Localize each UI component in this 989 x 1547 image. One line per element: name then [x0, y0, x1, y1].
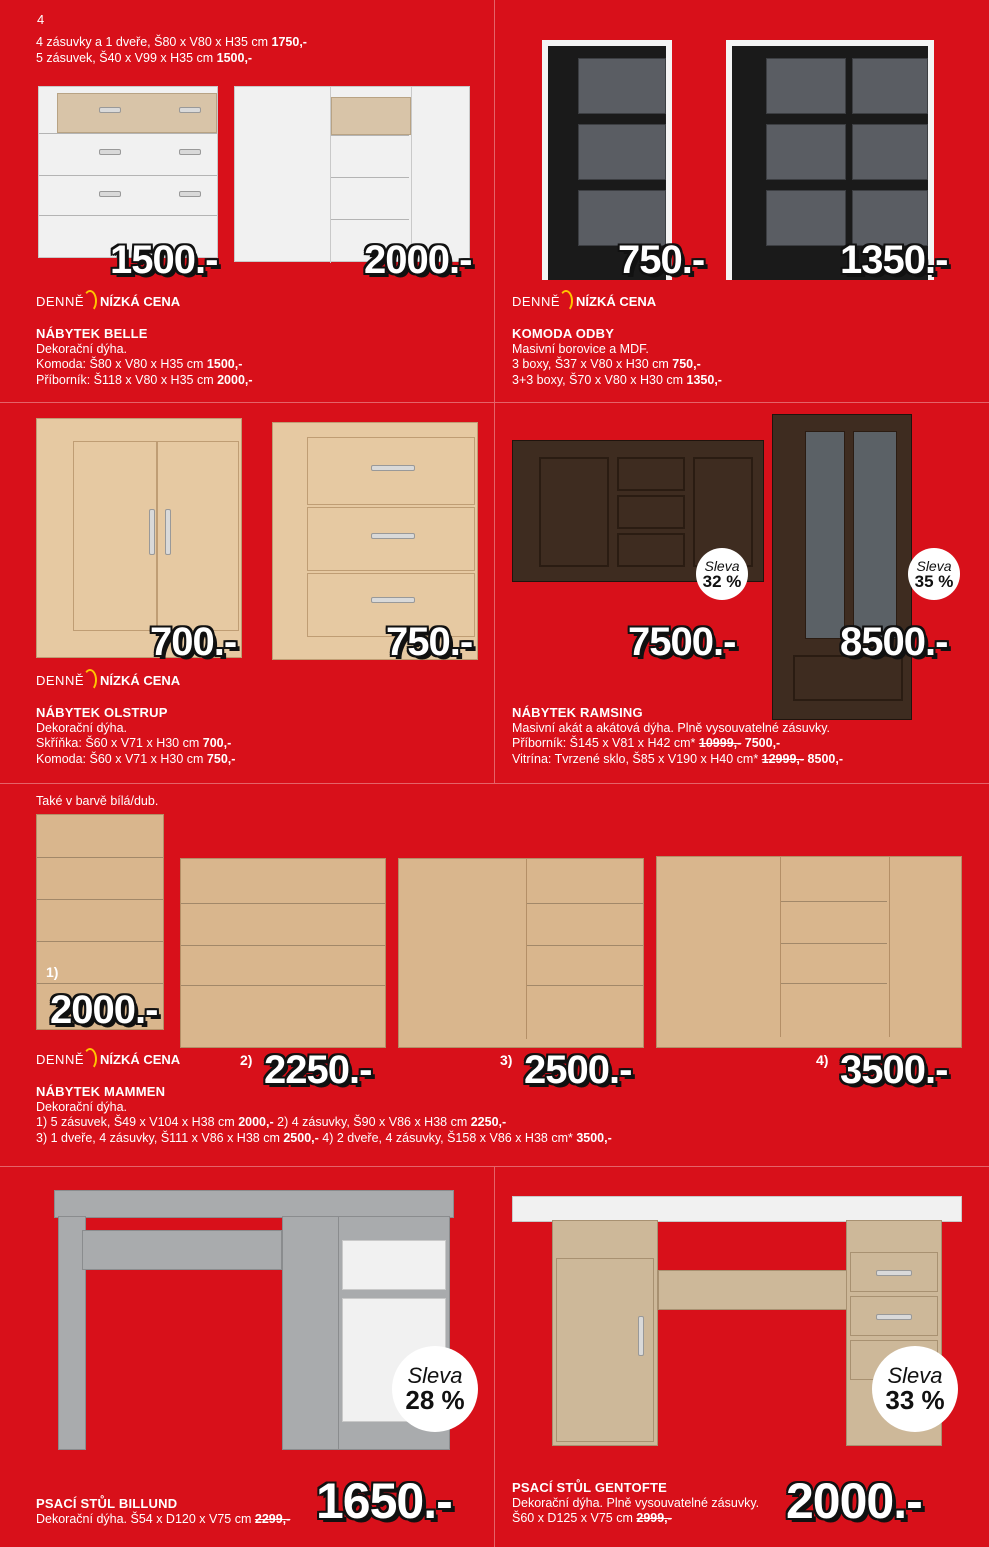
belle-variant-info: 4 zásuvky a 1 dveře, Š80 x V80 x H35 cm 1750,- 5 zásuvek, Š40 x V99 x H35 cm 1500,-: [36, 35, 307, 65]
mammen-3-image: [398, 858, 644, 1048]
belle-sideboard-image: [234, 86, 470, 262]
daily-low-price-logo: DENNĚ NÍZKÁ CENA: [36, 669, 180, 691]
price-ramsing-sideboard: 7500.-: [628, 620, 736, 664]
divider: [494, 403, 495, 783]
gentofte-description: PSACÍ STŮL GENTOFTE Dekorační dýha. Plně vysouvatelné zásuvky. Š60 x D125 x V75 cm 2999,-: [512, 1480, 760, 1525]
daily-low-price-logo: DENNĚ NÍZKÁ CENA: [36, 290, 180, 312]
price-ramsing-vitrine: 8500.-: [840, 620, 948, 664]
price-mammen-2: 2250.-: [264, 1048, 372, 1092]
discount-badge-gentofte: Sleva 33 %: [872, 1346, 958, 1432]
mammen-mark-2: 2): [240, 1052, 253, 1068]
olstrup-description: NÁBYTEK OLSTRUP Dekorační dýha. Skříňka: Š60 x V71 x H30 cm 700,- Komoda: Š60 x V71 x H30 cm 750,-: [36, 705, 236, 766]
price-mammen-1: 2000.-: [50, 988, 158, 1032]
billund-desk-image: [54, 1190, 454, 1450]
price-odby-6: 1350.-: [840, 238, 948, 282]
price-odby-3: 750.-: [618, 238, 705, 282]
price-gentofte: 2000.-: [786, 1473, 922, 1529]
price-mammen-3: 2500.-: [524, 1048, 632, 1092]
mammen-mark-3: 3): [500, 1052, 513, 1068]
belle-dresser-image: [38, 86, 218, 258]
daily-low-price-logo: DENNĚ NÍZKÁ CENA: [36, 1048, 180, 1070]
divider: [494, 1167, 495, 1547]
discount-badge-billund: Sleva 28 %: [392, 1346, 478, 1432]
mammen-4-image: [656, 856, 962, 1048]
daily-low-price-logo: DENNĚ NÍZKÁ CENA: [512, 290, 656, 312]
ramsing-description: NÁBYTEK RAMSING Masivní akát a akátová dýha. Plně vysouvatelné zásuvky. Příborník: Š145 x V81 x H42 cm* 10999,- 7500,- Vitrína: Tvrzené sklo, Š85 x V190 x H40 cm* 12999,- 8500,-: [512, 705, 843, 766]
mammen-mark-4: 4): [816, 1052, 829, 1068]
price-olstrup-dresser: 750.-: [386, 620, 473, 664]
mammen-mark-1: 1): [46, 964, 59, 980]
price-belle-sideboard: 2000.-: [364, 238, 472, 282]
page-number: 4: [37, 12, 45, 27]
price-belle-dresser: 1500.-: [110, 238, 218, 282]
price-billund: 1650.-: [316, 1473, 452, 1529]
discount-badge-ramsing-vitrine: Sleva 35 %: [908, 548, 960, 600]
price-mammen-4: 3500.-: [840, 1048, 948, 1092]
mammen-color-note: Také v barvě bílá/dub.: [36, 794, 159, 808]
mammen-description: NÁBYTEK MAMMEN Dekorační dýha. 1) 5 zásuvek, Š49 x V104 x H38 cm 2000,- 2) 4 zásuvky, Š90 x V86 x H38 cm 2250,- 3) 1 dveře, 4 zásuvky, Š111 x V86 x H38 cm 2500,- 4) 2 dveře, 4 zásuvky, Š158 x V86 x H38 cm* 3500,-: [36, 1084, 612, 1145]
mammen-2-image: [180, 858, 386, 1048]
divider: [494, 0, 495, 402]
billund-description: PSACÍ STŮL BILLUND Dekorační dýha. Š54 x D120 x V75 cm 2299,-: [36, 1496, 291, 1526]
divider: [0, 783, 989, 784]
odby-description: KOMODA ODBY Masivní borovice a MDF. 3 boxy, Š37 x V80 x H30 cm 750,- 3+3 boxy, Š70 x V80 x H30 cm 1350,-: [512, 326, 722, 387]
price-olstrup-cabinet: 700.-: [150, 620, 237, 664]
ramsing-vitrine-image: [772, 414, 912, 720]
discount-badge-ramsing-sideboard: Sleva 32 %: [696, 548, 748, 600]
belle-description: NÁBYTEK BELLE Dekorační dýha. Komoda: Š80 x V80 x H35 cm 1500,- Příborník: Š118 x V80 x H35 cm 2000,-: [36, 326, 253, 387]
